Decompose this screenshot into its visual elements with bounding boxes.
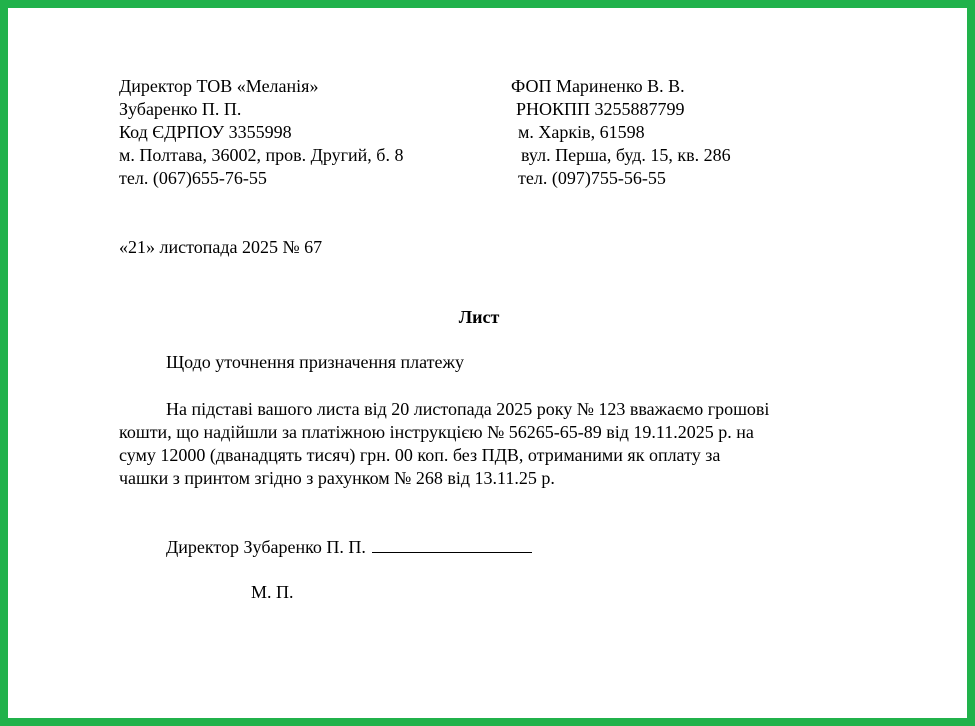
body-line-2: кошти, що надійшли за платіжною інструкцією № 56265-65-89 від 19.11.2025 р. на: [119, 422, 754, 442]
recipient-city: м. Харків, 61598: [518, 122, 645, 142]
body-line-3: суму 12000 (дванадцять тисяч) грн. 00 коп. без ПДВ, отриманими як оплату за: [119, 445, 721, 465]
recipient-rnokpp: РНОКПП 3255887799: [516, 99, 685, 119]
seal-mark: М. П.: [251, 582, 294, 602]
recipient-name: ФОП Мариненко В. В.: [511, 76, 685, 96]
body-line-1: На підставі вашого листа від 20 листопада 2025 року № 123 вважаємо грошові: [166, 399, 770, 419]
letter-subject: Щодо уточнення призначення платежу: [166, 352, 464, 372]
signature-block: [166, 536, 532, 559]
body-line-4: чашки з принтом згідно з рахунком № 268 від 13.11.25 р.: [119, 468, 555, 488]
sender-address: м. Полтава, 36002, пров. Другий, б. 8: [119, 145, 404, 165]
sender-name: Зубаренко П. П.: [119, 99, 242, 119]
sender-position: Директор ТОВ «Меланія»: [119, 76, 319, 96]
recipient-phone: тел. (097)755-56-55: [518, 168, 666, 188]
signature-line: [372, 536, 532, 553]
date-number: «21» листопада 2025 № 67: [119, 237, 323, 257]
sender-edrpou: Код ЄДРПОУ 3355998: [119, 122, 292, 142]
recipient-address: вул. Перша, буд. 15, кв. 286: [521, 145, 731, 165]
signature-label: Директор Зубаренко П. П.: [166, 537, 366, 557]
sender-phone: тел. (067)655-76-55: [119, 168, 267, 188]
letter-title: Лист: [458, 307, 500, 327]
